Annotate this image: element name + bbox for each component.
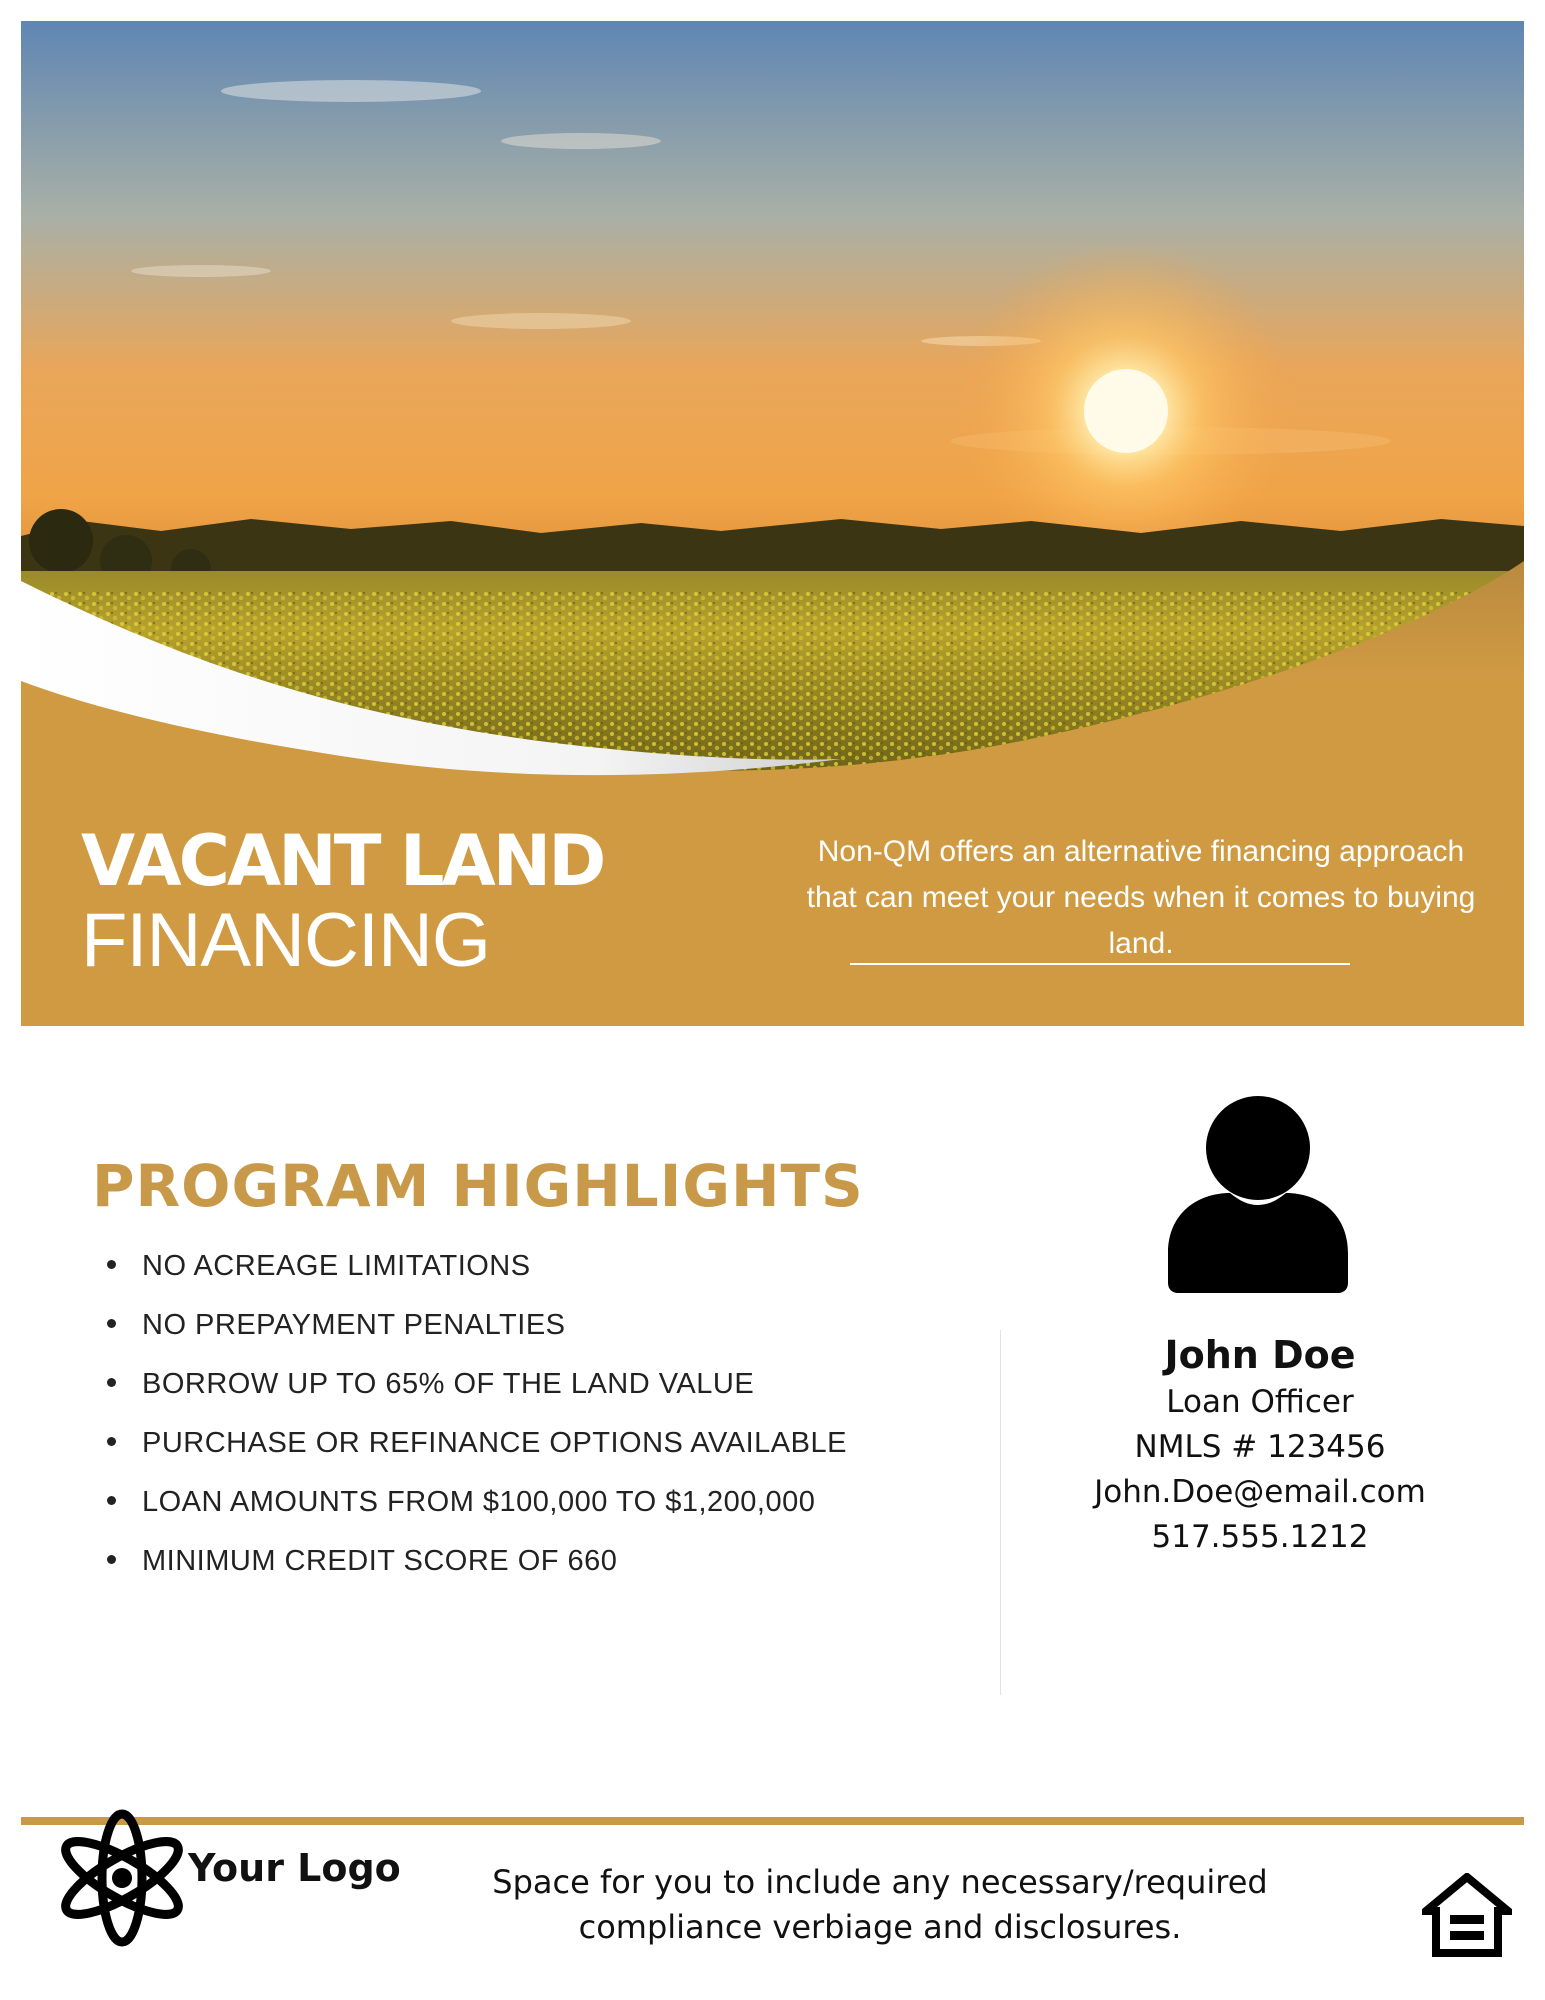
highlights-list (107, 1238, 847, 1592)
hero-banner (21, 21, 1524, 1026)
hero-tagline: Non-QM offers an alternative financing approach that can meet your needs when it comes to buying land. (806, 835, 1476, 960)
bullet-icon (107, 1437, 116, 1446)
highlight-text: PURCHASE OR REFINANCE OPTIONS AVAILABLE (142, 1427, 847, 1459)
person-icon (1168, 1093, 1348, 1293)
highlight-text: BORROW UP TO 65% OF THE LAND VALUE (142, 1368, 755, 1400)
highlights-title: PROGRAM HIGHLIGHTS (92, 1152, 864, 1220)
contact-email[interactable]: John.Doe@email.com (1094, 1474, 1426, 1510)
footer-divider (21, 1817, 1524, 1825)
title-line-2: FINANCING (81, 898, 490, 983)
highlight-text: NO PREPAYMENT PENALTIES (142, 1309, 566, 1341)
hero-title (81, 821, 603, 981)
contact-title: Loan Officer (1166, 1384, 1354, 1420)
atom-logo-icon (52, 1800, 192, 1950)
contact-phone[interactable]: 517.555.1212 (1151, 1519, 1369, 1555)
title-line-1: VACANT LAND (81, 820, 604, 902)
list-item (107, 1356, 847, 1415)
list-item (107, 1415, 847, 1474)
bullet-icon (107, 1496, 116, 1505)
highlight-text: NO ACREAGE LIMITATIONS (142, 1250, 531, 1282)
list-item (107, 1533, 847, 1592)
section-divider (1000, 1330, 1001, 1695)
equal-housing-icon (1422, 1873, 1512, 1957)
bullet-icon (107, 1555, 116, 1564)
list-item (107, 1474, 847, 1533)
contact-card (1060, 1330, 1460, 1560)
bullet-icon (107, 1260, 116, 1269)
contact-nmls: NMLS # 123456 (1134, 1429, 1386, 1465)
bullet-icon (107, 1378, 116, 1387)
contact-name: John Doe (1164, 1333, 1356, 1377)
list-item (107, 1297, 847, 1356)
highlight-text: MINIMUM CREDIT SCORE OF 660 (142, 1545, 618, 1577)
logo-text: Your Logo (188, 1846, 401, 1890)
highlight-text: LOAN AMOUNTS FROM $100,000 TO $1,200,000 (142, 1486, 816, 1518)
tagline-divider (850, 963, 1350, 965)
bullet-icon (107, 1319, 116, 1328)
list-item (107, 1238, 847, 1297)
compliance-text: Space for you to include any necessary/required compliance verbiage and disclosures. (492, 1863, 1268, 1946)
